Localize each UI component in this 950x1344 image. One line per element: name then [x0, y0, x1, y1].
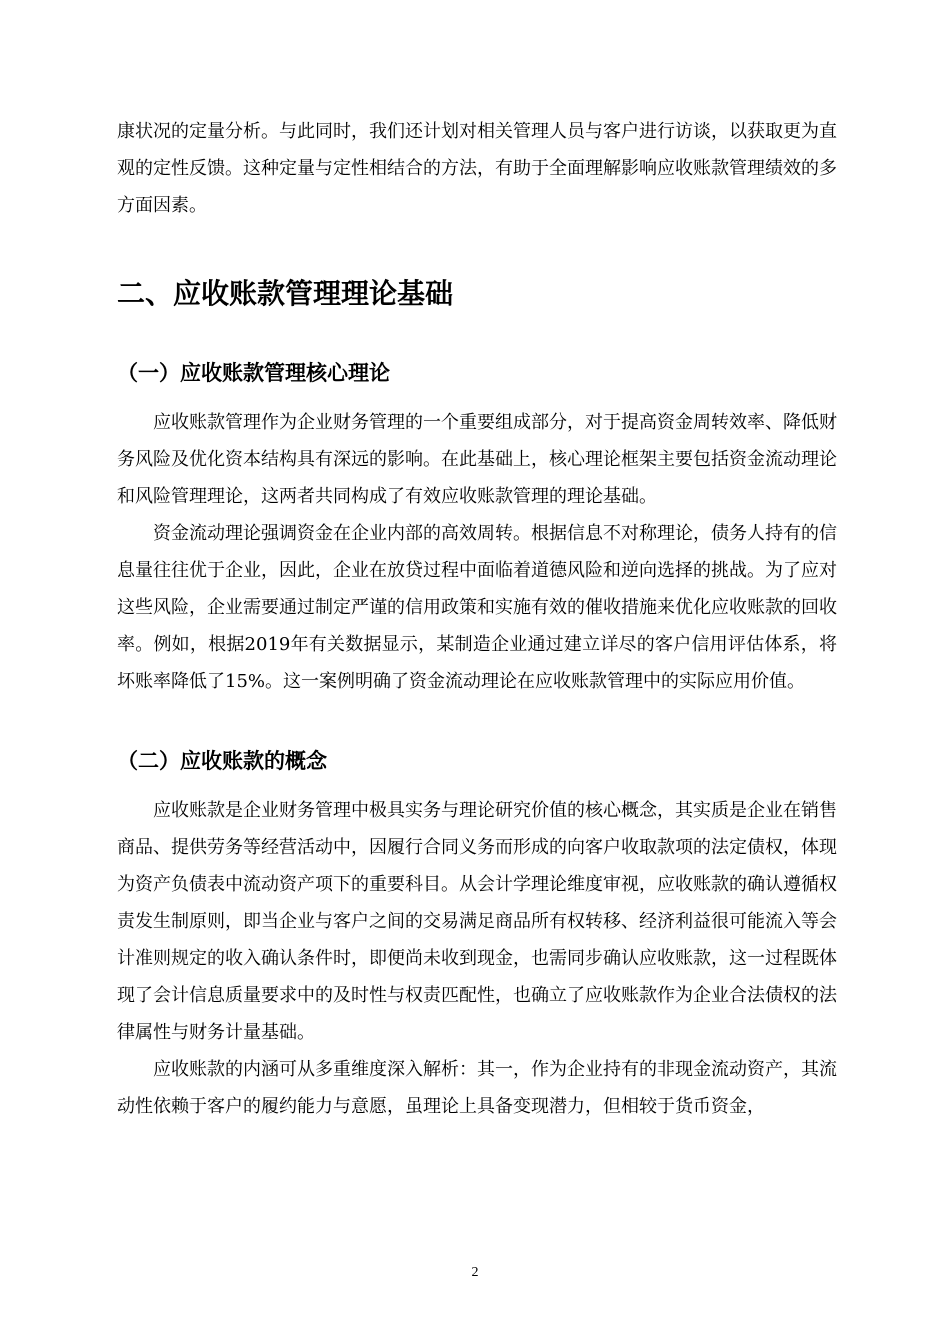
body-paragraph: 应收账款是企业财务管理中极具实务与理论研究价值的核心概念，其实质是企业在销售商品、提供劳务等经营活动中，因履行合同义务而形成的向客户收取款项的法定债权，体现为资产负债表中流动资产项下的重要科目。从会计学理论维度审视，应收账款的确认遵循权责发生制原则，即当企业与客户之间的交易满足商品所有权转移、经济利益很可能流入等会计准则规定的收入确认条件时，即便尚未收到现金，也需同步确认应收账款，这一过程既体现了会计信息质量要求中的及时性与权责匹配性，也确立了应收账款作为企业合法债权的法律属性与财务计量基础。	[117, 800, 837, 1043]
intro-paragraph: 康状况的定量分析。与此同时，我们还计划对相关管理人员与客户进行访谈，以获取更为直观的定性反馈。这种定量与定性相结合的方法，有助于全面理解影响应收账款管理绩效的多方面因素。	[117, 121, 837, 216]
subsection-heading-core-theory: （一）应收账款管理核心理论	[117, 361, 390, 385]
body-paragraph: 应收账款管理作为企业财务管理的一个重要组成部分，对于提高资金周转效率、降低财务风险及优化资本结构具有深远的影响。在此基础上，核心理论框架主要包括资金流动理论和风险管理理论，这两者共同构成了有效应收账款管理的理论基础。	[117, 412, 837, 507]
subsection-heading-concept: （二）应收账款的概念	[117, 749, 327, 773]
section-heading: 二、应收账款管理理论基础	[117, 277, 454, 310]
body-paragraph: 应收账款的内涵可从多重维度深入解析：其一，作为企业持有的非现金流动资产，其流动性依赖于客户的履约能力与意愿，虽理论上具备变现潜力，但相较于货币资金，	[117, 1059, 837, 1117]
page-number: 2	[471, 1265, 479, 1280]
body-paragraph: 资金流动理论强调资金在企业内部的高效周转。根据信息不对称理论，债务人持有的信息量往往优于企业，因此，企业在放贷过程中面临着道德风险和逆向选择的挑战。为了应对这些风险，企业需要通过制定严谨的信用政策和实施有效的催收措施来优化应收账款的回收率。例如，根据2019年有关数据显示，某制造企业通过建立详尽的客户信用评估体系，将坏账率降低了15%。这一案例明确了资金流动理论在应收账款管理中的实际应用价值。	[117, 523, 837, 692]
page-content	[117, 113, 837, 1125]
